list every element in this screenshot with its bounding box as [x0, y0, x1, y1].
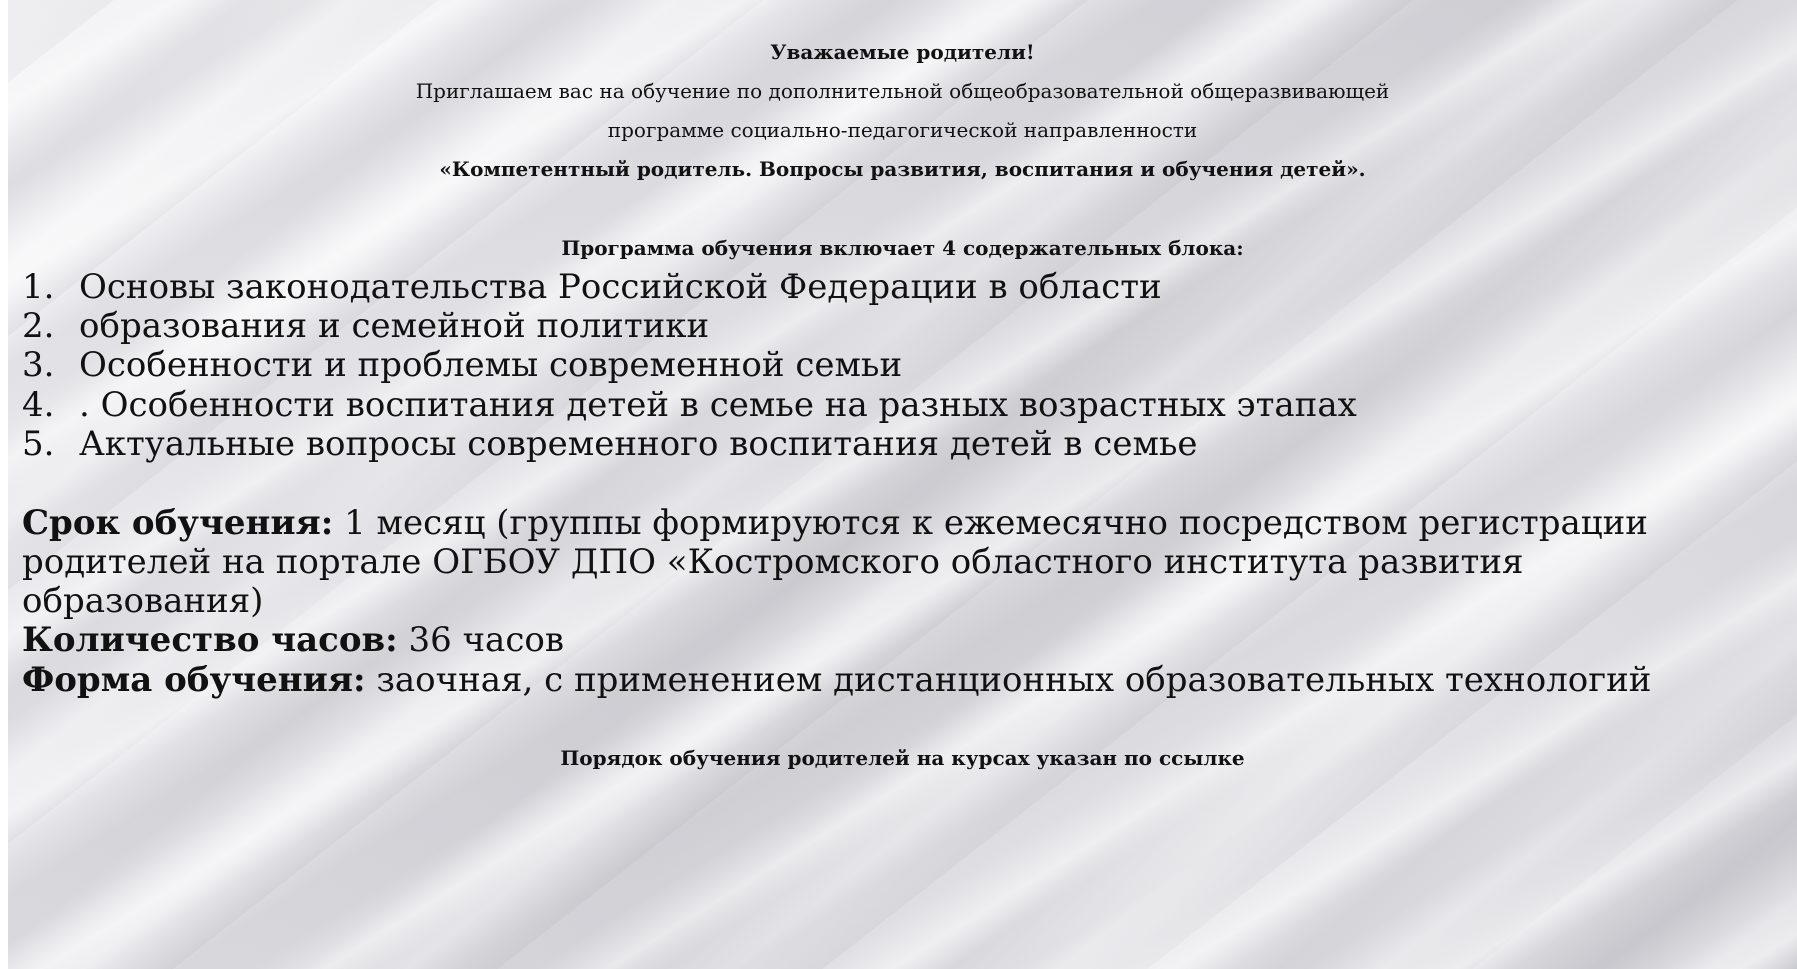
list-item-number: 2.: [22, 306, 55, 346]
list-item-number: 4.: [22, 385, 55, 425]
list-item-number: 3.: [22, 345, 55, 385]
form-line: [22, 658, 1651, 702]
form-label: Форма обучения:: [22, 660, 366, 700]
list-item: . Особенности воспитания детей в семье на разных возрастных этапах: [79, 385, 1357, 425]
list-item: Основы законодательства Российской Федерации в области: [79, 267, 1162, 307]
term-line-2: родителей на портале ОГБОУ ДПО «Костромского областного института развития: [22, 542, 1524, 582]
hours-label: Количество часов:: [22, 620, 398, 660]
invitation-text-line-1: Приглашаем вас на обучение по дополнительной общеобразовательной общеразвивающей: [415, 79, 1390, 103]
term-line-1: [22, 501, 1648, 545]
term-value: 1 месяц (группы формируются к ежемесячно посредством регистрации: [333, 503, 1648, 543]
hours-line: [22, 618, 564, 662]
term-label: Срок обучения:: [22, 503, 334, 543]
form-value: заочная, с применением дистанционных образовательных технологий: [365, 660, 1652, 700]
hours-value: 36 часов: [397, 620, 564, 660]
list-item: Особенности и проблемы современной семьи: [79, 345, 903, 385]
invitation-text-line-2: программе социально-педагогической направленности: [607, 118, 1198, 142]
term-line-3: образования): [22, 581, 264, 621]
list-item: образования и семейной политики: [79, 306, 710, 346]
order-link-text: Порядок обучения родителей на курсах указан по ссылке: [560, 746, 1245, 770]
list-item-number: 1.: [22, 267, 55, 307]
greeting-heading: Уважаемые родители!: [770, 40, 1035, 64]
list-item: Актуальные вопросы современного воспитания детей в семье: [79, 424, 1198, 464]
program-title: «Компетентный родитель. Вопросы развития, воспитания и обучения детей».: [439, 157, 1366, 181]
announcement-slide: [8, 0, 1797, 969]
blocks-heading: Программа обучения включает 4 содержательных блока:: [561, 236, 1244, 260]
list-item-number: 5.: [22, 424, 55, 464]
